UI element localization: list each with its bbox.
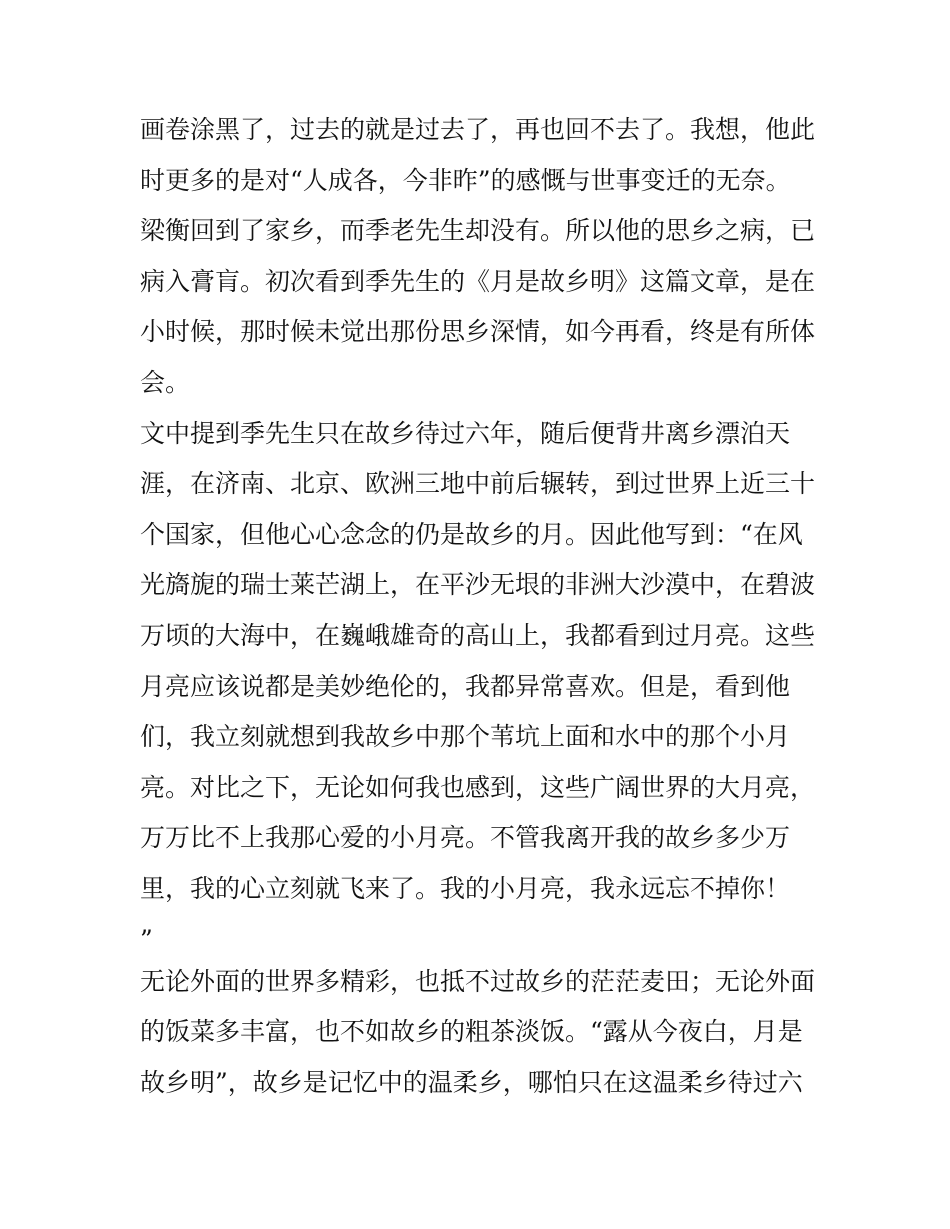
text-line: 梁衡回到了家乡，而季老先生却没有。所以他的思乡之病，已 — [140, 216, 816, 246]
essay-text — [140, 105, 820, 1108]
text-line: 无论外面的世界多精彩，也抵不过故乡的茫茫麦田；无论外面 — [140, 966, 816, 996]
text-line: 光旖旎的瑞士莱芒湖上，在平沙无垠的非洲大沙漠中，在碧波 — [140, 570, 816, 600]
text-line: ” — [140, 924, 153, 954]
text-line: 涯，在济南、北京、欧洲三地中前后辗转，到过世界上近三十 — [140, 469, 816, 499]
text-line: 们，我立刻就想到我故乡中那个苇坑上面和水中的那个小月 — [140, 722, 791, 752]
text-line: 病入膏肓。初次看到季先生的《月是故乡明》这篇文章，是在 — [140, 266, 816, 296]
text-line: 小时候，那时候未觉出那份思乡深情，如今再看，终是有所体 — [140, 317, 816, 347]
text-line: 会。 — [140, 367, 191, 397]
text-line: 个国家，但他心心念念的仍是故乡的月。因此他写到：“在风 — [140, 519, 803, 549]
text-line: 画卷涂黑了，过去的就是过去了，再也回不去了。我想，他此 — [140, 115, 816, 144]
text-line: 故乡明”，故乡是记忆中的温柔乡，哪怕只在这温柔乡待过六 — [140, 1067, 803, 1097]
text-line: 月亮应该说都是美妙绝伦的，我都异常喜欢。但是，看到他 — [140, 671, 791, 701]
text-line: 的饭菜多丰富，也不如故乡的粗茶淡饭。“露从今夜白，月是 — [140, 1017, 803, 1047]
text-line: 万万比不上我那心爱的小月亮。不管我离开我的故乡多少万 — [140, 823, 791, 853]
text-line: 里，我的心立刻就飞来了。我的小月亮，我永远忘不掉你！ — [140, 873, 791, 903]
text-line: 文中提到季先生只在故乡待过六年，随后便背井离乡漂泊天 — [140, 418, 791, 448]
text-line: 时更多的是对“人成各，今非昨”的感慨与世事变迁的无奈。 — [140, 165, 791, 195]
text-line: 万顷的大海中，在巍峨雄奇的高山上，我都看到过月亮。这些 — [140, 620, 816, 650]
text-line: 亮。对比之下，无论如何我也感到，这些广阔世界的大月亮， — [140, 772, 816, 802]
